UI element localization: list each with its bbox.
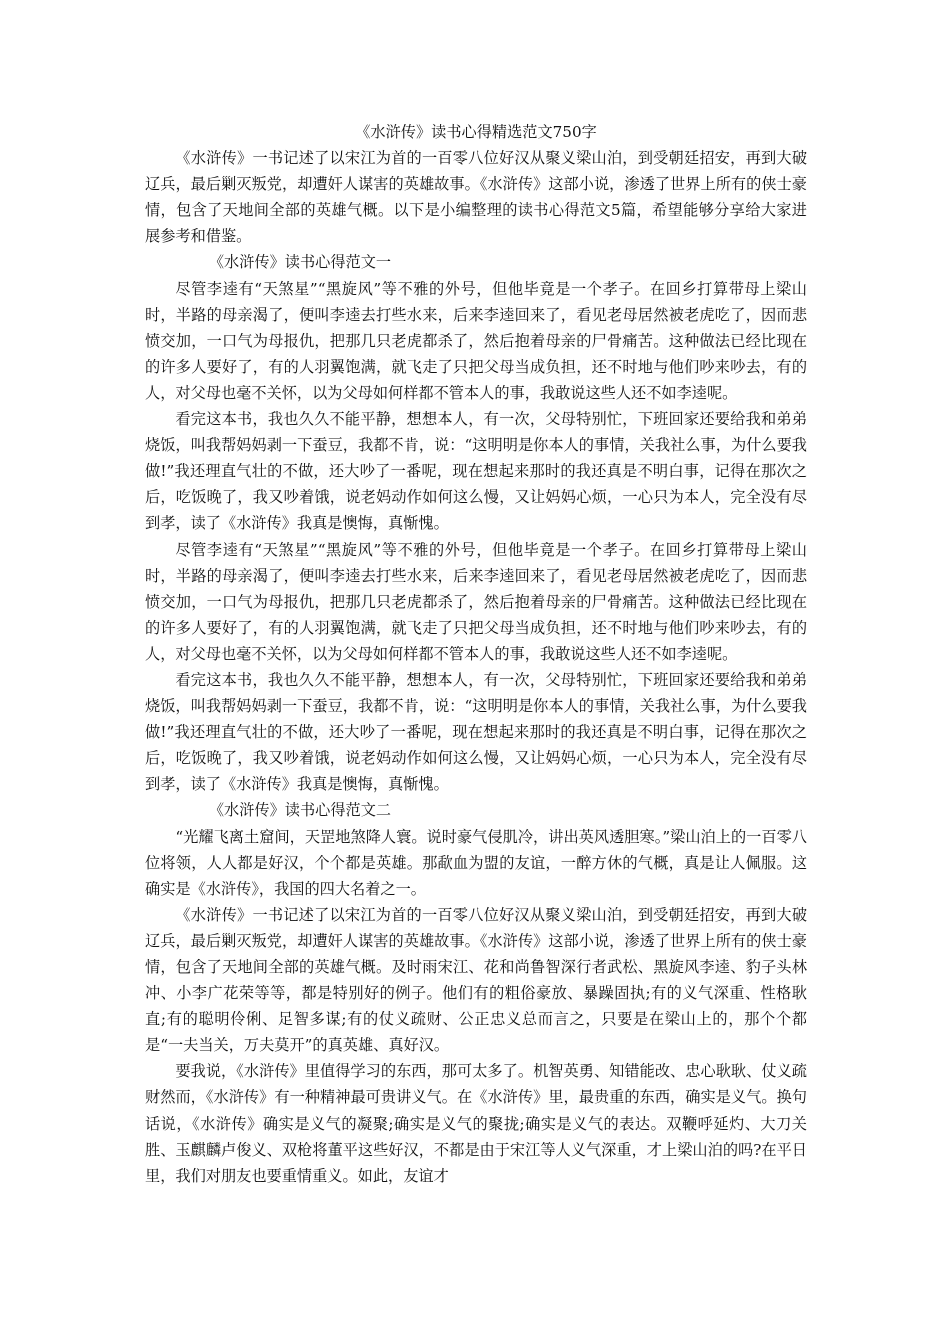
paragraph: 看完这本书，我也久久不能平静，想想本人，有一次，父母特别忙，下班回家还要给我和弟弟烧饭，叫我帮妈妈剥一下蚕豆，我都不肯，说：“这明明是你本人的事情，关我社么事，为什么要我做!”我还理直气壮的不做，还大吵了一番呢，现在想起来那时的我还真是不明白事，记得在那次之后，吃饭晚了，我又吵着饿，说老妈动作如何这么慢，又让妈妈心烦，一心只为本人，完全没有尽到孝，读了《水浒传》我真是懊悔，真惭愧。 [145,410,807,533]
intro-paragraph: 《水浒传》一书记述了以宋江为首的一百零八位好汉从聚义梁山泊，到受朝廷招安，再到大破辽兵，最后剿灭叛党，却遭奸人谋害的英雄故事。《水浒传》这部小说，渗透了世界上所有的侠士豪情，包含了天地间全部的英雄气概。以下是小编整理的读书心得范文5篇，希望能够分享给大家进展参考和借鉴。 [145,149,807,246]
paragraph: “光耀飞离土窟间，天罡地煞降人寰。说时豪气侵肌冷，讲出英风透胆寒。”梁山泊上的一百零八位将领，人人都是好汉，个个都是英雄。那歃血为盟的友谊，一醉方休的气概，真是让人佩服。这确实是《水浒传》，我国的四大名着之一。 [145,827,807,898]
paragraph: 看完这本书，我也久久不能平静，想想本人，有一次，父母特别忙，下班回家还要给我和弟弟烧饭，叫我帮妈妈剥一下蚕豆，我都不肯，说：“这明明是你本人的事情，关我社么事，为什么要我做!”我还理直气壮的不做，还大吵了一番呢，现在想起来那时的我还真是不明白事，记得在那次之后，吃饭晚了，我又吵着饿，说老妈动作如何这么慢，又让妈妈心烦，一心只为本人，完全没有尽到孝，读了《水浒传》我真是懊悔，真惭愧。 [145,670,807,794]
document-body [145,119,807,1189]
section-heading-2: 《水浒传》读书心得范文二 [208,801,392,820]
paragraph: 要我说，《水浒传》里值得学习的东西，那可太多了。机智英勇、知错能改、忠心耿耿、仗义疏财然而，《水浒传》有一种精神最可贵讲义气。在《水浒传》里，最贵重的东西，确实是义气。换句话说，《水浒传》确实是义气的凝聚;确实是义气的聚拢;确实是义气的表达。双鞭呼延灼、大刀关胜、玉麒麟卢俊义、双枪将董平这些好汉，不都是由于宋江等人义气深重，才上梁山泊的吗?在平日里，我们对朋友也要重情重义。如此，友谊才 [145,1062,807,1185]
paragraph: 《水浒传》一书记述了以宋江为首的一百零八位好汉从聚义梁山泊，到受朝廷招安，再到大破辽兵，最后剿灭叛党，却遭奸人谋害的英雄故事。《水浒传》这部小说，渗透了世界上所有的侠士豪情，包含了天地间全部的英雄气概。及时雨宋江、花和尚鲁智深行者武松、黑旋风李逵、豹子头林冲、小李广花荣等等，都是特别好的例子。他们有的粗俗豪放、暴躁固执;有的义气深重、性格耿直;有的聪明伶俐、足智多谋;有的仗义疏财、公正忠义总而言之，只要是在梁山上的，那个个都是“一夫当关，万夫莫开”的真英雄、真好汉。 [145,905,807,1055]
paragraph: 尽管李逵有“天煞星”“黑旋风”等不雅的外号，但他毕竟是一个孝子。在回乡打算带母上梁山时，半路的母亲渴了，便叫李逵去打些水来，后来李逵回来了，看见老母居然被老虎吃了，因而悲愤交加，一口气为母报仇，把那几只老虎都杀了，然后抱着母亲的尸骨痛苦。这种做法已经比现在的许多人要好了，有的人羽翼饱满，就飞走了只把父母当成负担，还不时地与他们吵来吵去，有的人，对父母也毫不关怀，以为父母如何样都不管本人的事，我敢说这些人还不如李逵呢。 [145,540,807,663]
document-title: 《水浒传》读书心得精选范文750字 [355,123,597,141]
section-heading-1: 《水浒传》读书心得范文一 [208,253,392,272]
paragraph: 尽管李逵有“天煞星”“黑旋风”等不雅的外号，但他毕竟是一个孝子。在回乡打算带母上梁山时，半路的母亲渴了，便叫李逵去打些水来，后来李逵回来了，看见老母居然被老虎吃了，因而悲愤交加，一口气为母报仇，把那几只老虎都杀了，然后抱着母亲的尸骨痛苦。这种做法已经比现在的许多人要好了，有的人羽翼饱满，就飞走了只把父母当成负担，还不时地与他们吵来吵去，有的人，对父母也毫不关怀，以为父母如何样都不管本人的事，我敢说这些人还不如李逵呢。 [145,279,807,402]
